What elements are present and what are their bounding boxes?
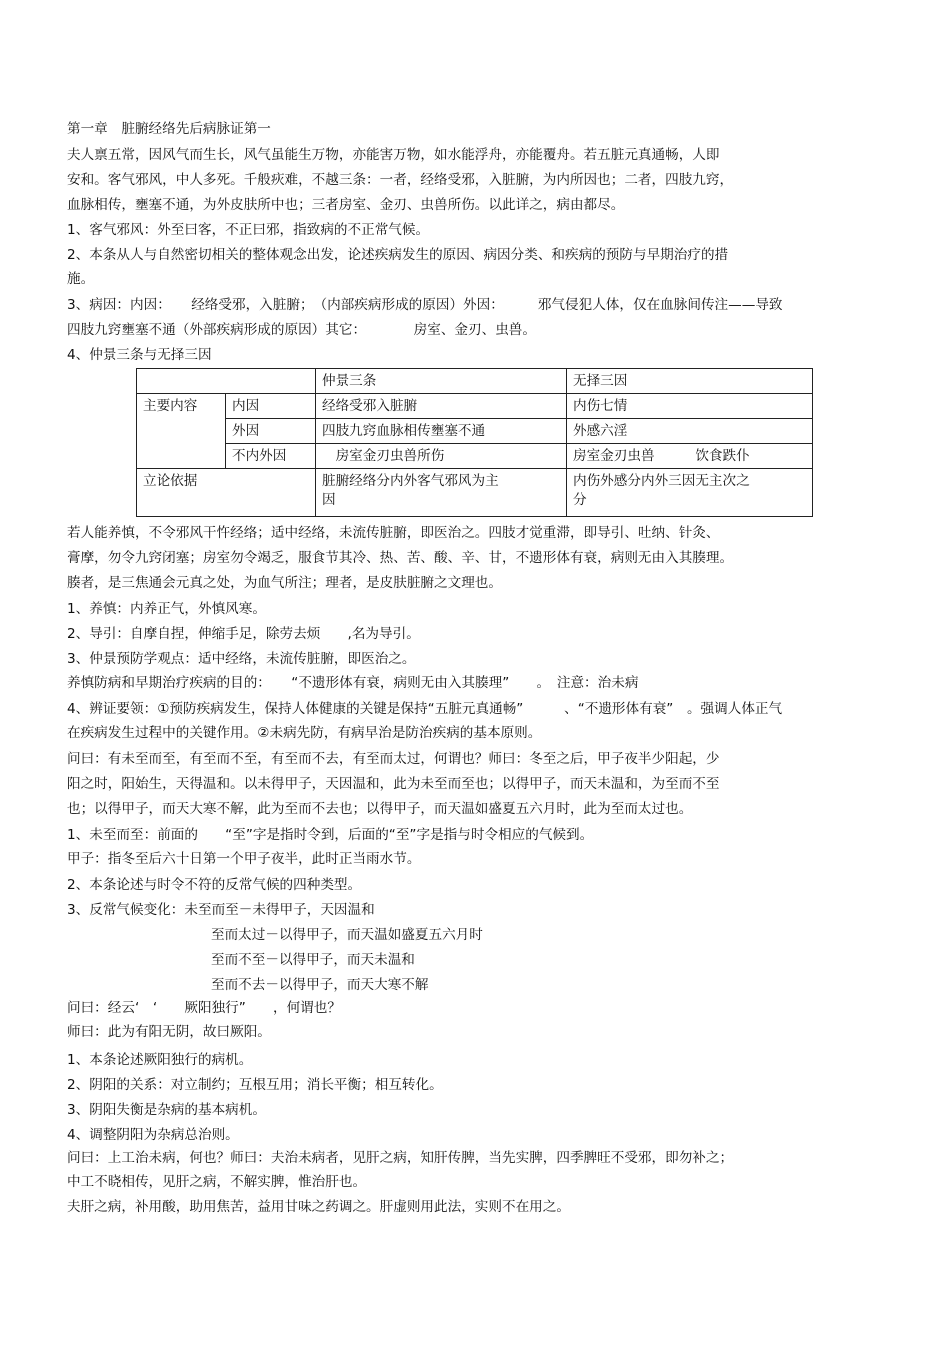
table-cell: 经络受邪入脏腑 (316, 394, 567, 419)
paragraph-line: 夫肝之病，补用酸，助用焦苦，益用甘味之药调之。肝虚则用此法，实则不在用之。 (67, 1199, 570, 1215)
note-line: 施。 (67, 271, 95, 287)
paragraph-line: 安和。客气邪风，中人多死。千般疢难，不越三条：一者，经络受邪，入脏腑，为内所因也；二者，四肢九窍， (67, 172, 734, 188)
table-cell: 房室金刃虫兽所伤 (316, 444, 567, 469)
note-line: 1、养慎：内养正气，外慎风寒。 (67, 601, 266, 617)
table-cell: 内伤外感分内外三因无主次之 分 (567, 469, 813, 517)
note-line: 3、阴阳失衡是杂病的基本病机。 (67, 1102, 266, 1118)
note-line: 2、本条论述与时令不符的反常气候的四种类型。 (67, 877, 362, 893)
note-line: 3、反常气候变化：未至而至－未得甲子，天因温和 (67, 902, 375, 918)
note-line: 4、辨证要领：①预防疾病发生，保持人体健康的关键是保持“五脏元真通畅” 、“不遗形体有衰” 。强调人体正气 (67, 701, 783, 717)
chapter-title: 第一章 脏腑经络先后病脉证第一 (67, 121, 271, 137)
note-line: 2、阴阳的关系：对立制约；互根互用；消长平衡；相互转化。 (67, 1077, 443, 1093)
paragraph-line: 阳之时，阳始生，天得温和。以未得甲子，天因温和，此为未至而至也；以得甲子，而天未温和，为至而不至 (67, 776, 720, 792)
climate-item: 至而太过－以得甲子，而天温如盛夏五六月时 (211, 927, 483, 943)
note-line: 4、仲景三条与无择三因 (67, 347, 212, 363)
table-cell: 房室金刃虫兽 饮食跌仆 (567, 444, 813, 469)
qa-line: 师曰：此为有阳无阴，故曰厥阳。 (67, 1024, 271, 1040)
paragraph-line: 中工不晓相传，见肝之病，不解实脾，惟治肝也。 (67, 1174, 367, 1190)
paragraph-line: 问曰：上工治未病，何也？师曰：夫治未病者，见肝之病，知肝传脾，当先实脾，四季脾旺不受邪，即勿补之； (67, 1150, 734, 1166)
paragraph-line: 问曰：有未至而至，有至而不至，有至而不去，有至而太过，何谓也？师曰：冬至之后，甲子夜半少阳起，少 (67, 751, 720, 767)
table-row (137, 419, 813, 444)
paragraph-line: 夫人禀五常，因风气而生长，风气虽能生万物，亦能害万物，如水能浮舟，亦能覆舟。若五脏元真通畅，人即 (67, 147, 720, 163)
table-row-label: 内因 (226, 394, 316, 419)
table-header-cell: 仲景三条 (316, 369, 567, 394)
note-line: 1、本条论述厥阳独行的病机。 (67, 1052, 253, 1068)
paragraph-line: 膏摩，勿令九窍闭塞；房室勿令竭乏，服食节其冷、热、苦、酸、辛、甘，不遗形体有衰，病则无由入其腠理。 (67, 550, 734, 566)
note-line: 养慎防病和早期治疗疾病的目的： “不遗形体有衰，病则无由入其腠理” 。 注意：治未病 (67, 675, 639, 691)
qa-line: 问曰：经云‘ ‘ 厥阳独行” ，何谓也？ (67, 1000, 341, 1016)
table-row-label: 外因 (226, 419, 316, 444)
note-line: 四肢九窍壅塞不通（外部疾病形成的原因）其它： 房室、金刃、虫兽。 (67, 322, 536, 338)
table-group-label: 立论依据 (137, 469, 316, 517)
table-cell: 脏腑经络分内外客气邪风为主 因 (316, 469, 567, 517)
paragraph-line: 若人能养慎，不令邪风干忤经络；适中经络，未流传脏腑，即医治之。四肢才觉重滞，即导引、吐纳、针灸、 (67, 525, 720, 541)
table-group-label: 主要内容 (137, 394, 226, 469)
note-line: 1、未至而至：前面的 “至”字是指时令到，后面的“至”字是指与时令相应的气候到。 (67, 827, 594, 843)
table-row-label: 不内外因 (226, 444, 316, 469)
note-line: 甲子：指冬至后六十日第一个甲子夜半，此时正当雨水节。 (67, 851, 421, 867)
comparison-table (136, 368, 813, 517)
table-header-cell: 无择三因 (567, 369, 813, 394)
note-line: 1、客气邪风：外至曰客，不正曰邪，指致病的不正常气候。 (67, 222, 430, 238)
table-row (137, 444, 813, 469)
table-header-row (137, 369, 813, 394)
note-line: 2、本条从人与自然密切相关的整体观念出发，论述疾病发生的原因、病因分类、和疾病的预防与早期治疗的措 (67, 247, 729, 263)
note-line: 3、病因：内因： 经络受邪，入脏腑； （内部疾病形成的原因）外因： 邪气侵犯人体，仅在血脉间传注——导致 (67, 297, 783, 313)
table-cell: 内伤七情 (567, 394, 813, 419)
note-line: 2、导引：自摩自捏，伸缩手足，除劳去烦 ,名为导引。 (67, 626, 420, 642)
table-cell: 四肢九窍血脉相传壅塞不通 (316, 419, 567, 444)
table-row (137, 394, 813, 419)
note-line: 3、仲景预防学观点：适中经络，未流传脏腑，即医治之。 (67, 651, 416, 667)
note-line: 4、调整阴阳为杂病总治则。 (67, 1127, 239, 1143)
table-row (137, 469, 813, 517)
table-cell: 外感六淫 (567, 419, 813, 444)
paragraph-line: 也；以得甲子，而天大寒不解，此为至而不去也；以得甲子，而天温如盛夏五六月时，此为至而太过也。 (67, 801, 693, 817)
climate-item: 至而不去－以得甲子，而天大寒不解 (211, 977, 429, 993)
paragraph-line: 血脉相传，壅塞不通，为外皮肤所中也；三者房室、金刃、虫兽所伤。以此详之，病由都尽。 (67, 197, 625, 213)
paragraph-line: 腠者，是三焦通会元真之处，为血气所注；理者，是皮肤脏腑之文理也。 (67, 575, 502, 591)
climate-item: 至而不至－以得甲子，而天未温和 (211, 952, 415, 968)
table-corner-cell (137, 369, 316, 394)
note-line: 在疾病发生过程中的关键作用。②未病先防，有病早治是防治疾病的基本原则。 (67, 725, 542, 741)
